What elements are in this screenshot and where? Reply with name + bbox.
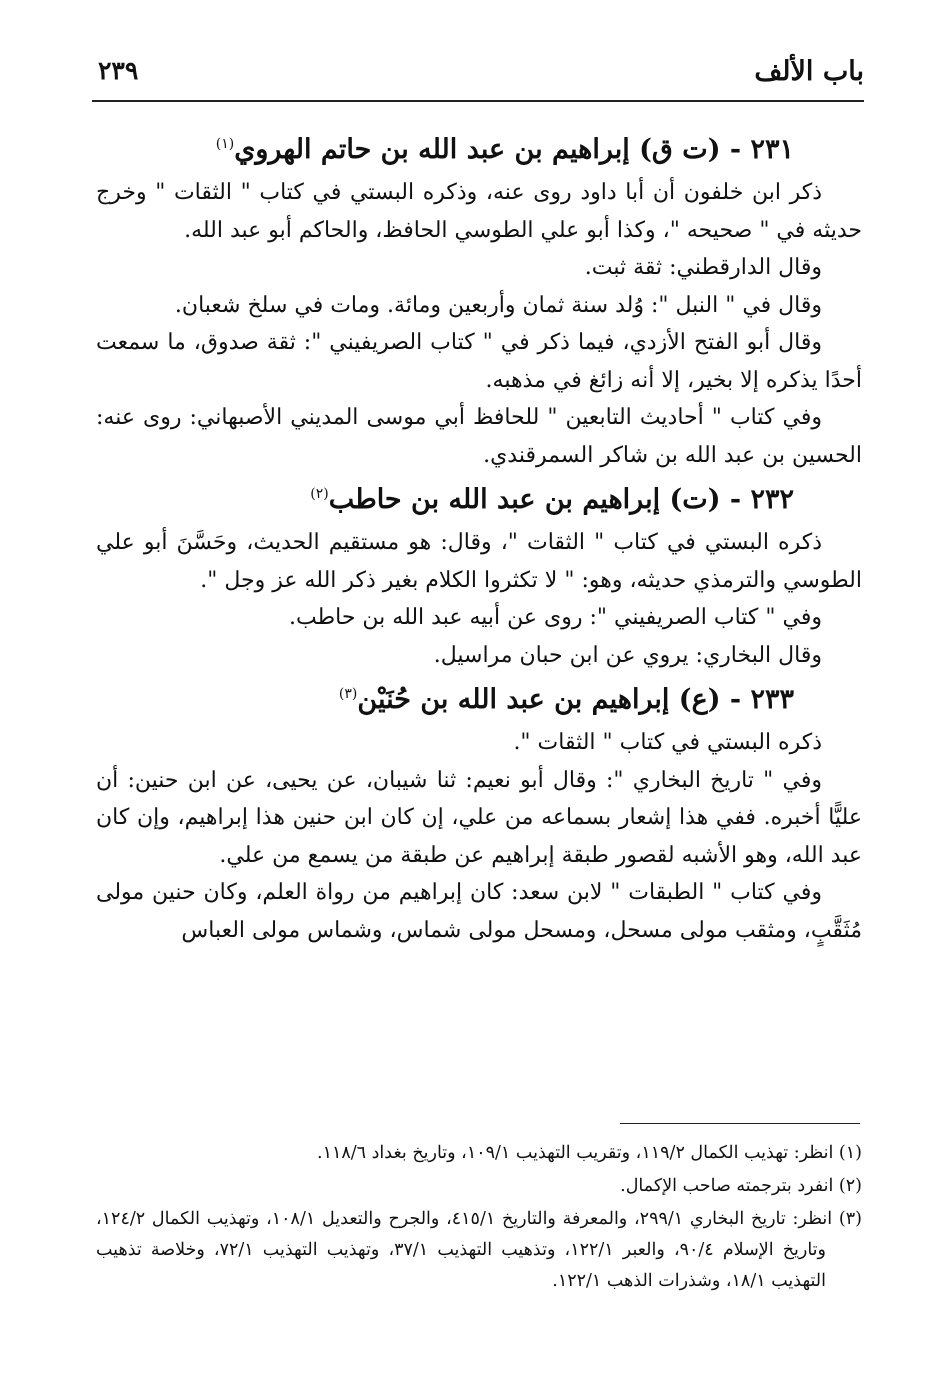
footnote-reference: (١): [215, 136, 235, 152]
paragraph: وقال في " النبل ": وُلد سنة ثمان وأربعين ومائة. ومات في سلخ شعبان.: [174, 292, 822, 318]
paragraph: وقال أبو الفتح الأزدي، فيما ذكر في " كتاب الصريفيني ": ثقة صدوق، ما سمعت أحدًا يذكره إلا بخير، إلا أنه زائغ في مذهبه.: [96, 330, 862, 393]
entry-title-text: ٢٣٢ - (ت) إبراهيم بن عبد الله بن حاطب: [328, 484, 794, 515]
footnote-2: (٢) انفرد بترجمته صاحب الإكمال.: [620, 1176, 862, 1196]
footnote-reference: (٢): [310, 486, 329, 502]
entry-title-text: ٢٣٣ - (ع) إبراهيم بن عبد الله بن حُنَيْن: [357, 684, 794, 715]
entry-231: [96, 126, 862, 474]
header-rule: [92, 100, 864, 102]
paragraph: وفي كتاب " أحاديث التابعين " للحافظ أبي موسى المديني الأصبهاني: روى عنه: الحسين بن عبد الله بن شاكر السمرقندي.: [96, 405, 862, 468]
main-text: [96, 126, 862, 949]
footnote-1: (١) انظر: تهذيب الكمال ١١٩/٢، وتقريب التهذيب ١٠٩/١، وتاريخ بغداد ١١٨/٦.: [316, 1143, 862, 1163]
entry-title-text: ٢٣١ - (ت ق) إبراهيم بن عبد الله بن حاتم الهروي: [234, 134, 794, 165]
paragraph: وفي " كتاب الصريفيني ": روى عن أبيه عبد الله بن حاطب.: [289, 605, 822, 630]
paragraph: ذكر ابن خلفون أن أبا داود روى عنه، وذكره البستي في كتاب " الثقات " وخرج حديثه في " صحيحه "، وكذا أبو علي الطوسي الحافظ، والحاكم أبو عبد الله.: [96, 180, 862, 243]
page-number: ٢٣٩: [98, 56, 139, 85]
footnotes: [96, 1138, 862, 1299]
paragraph: وقال الدارقطني: ثقة ثبت.: [584, 255, 822, 280]
footnote-3: (٣) انظر: تاريخ البخاري ٢٩٩/١، والمعرفة والتاريخ ٤١٥/١، والجرح والتعديل ١٠٨/١، وتهذيب الكمال ١٢٤/٢، وتاريخ الإسلام ٩٠/٤، والعبر ١٢٢/١، وتذهيب التهذيب ٣٧/١، وتهذيب التهذيب ٧٢/١، وخلاصة تذهيب التهذيب ١٨/١، وشذرات الذهب ١٢٢/١.: [96, 1209, 862, 1291]
paragraph: وفي " تاريخ البخاري ": وقال أبو نعيم: ثنا شيبان، عن يحيى، عن ابن حنين: أن عليًّا أخبره. ففي هذا إشعار بسماعه من علي، إن كان ابن حنين هذا إبراهيم، وإن كان عبد الله، وهو الأشبه لقصور طبقة إبراهيم عن طبقة من يسمع من علي.: [96, 767, 862, 868]
paragraph: وفي كتاب " الطبقات " لابن سعد: كان إبراهيم من رواة العلم، وكان حنين مولى مُثَقَّبٍ، ومثقب مولى مسحل، ومسحل مولى شماس، وشماس مولى العباس: [96, 880, 862, 943]
running-header: [92, 52, 864, 98]
entry-233: [96, 676, 862, 949]
paragraph: ذكره البستي في كتاب " الثقات "، وقال: هو مستقيم الحديث، وحَسَّنَ أبو علي الطوسي والترمذي حديثه، وهو: " لا تكثروا الكلام بغير ذكر الله عز وجل ".: [96, 530, 862, 593]
running-title: باب الألف: [754, 56, 864, 87]
footnote-rule: [620, 1123, 860, 1124]
footnote-reference: (٣): [338, 686, 358, 702]
entry-232: [96, 476, 862, 674]
paragraph: وقال البخاري: يروي عن ابن حبان مراسيل.: [433, 642, 822, 668]
entry-title: [96, 676, 862, 724]
entry-title: [96, 476, 862, 524]
entry-title: [96, 126, 862, 174]
paragraph: ذكره البستي في كتاب " الثقات ".: [513, 730, 822, 755]
